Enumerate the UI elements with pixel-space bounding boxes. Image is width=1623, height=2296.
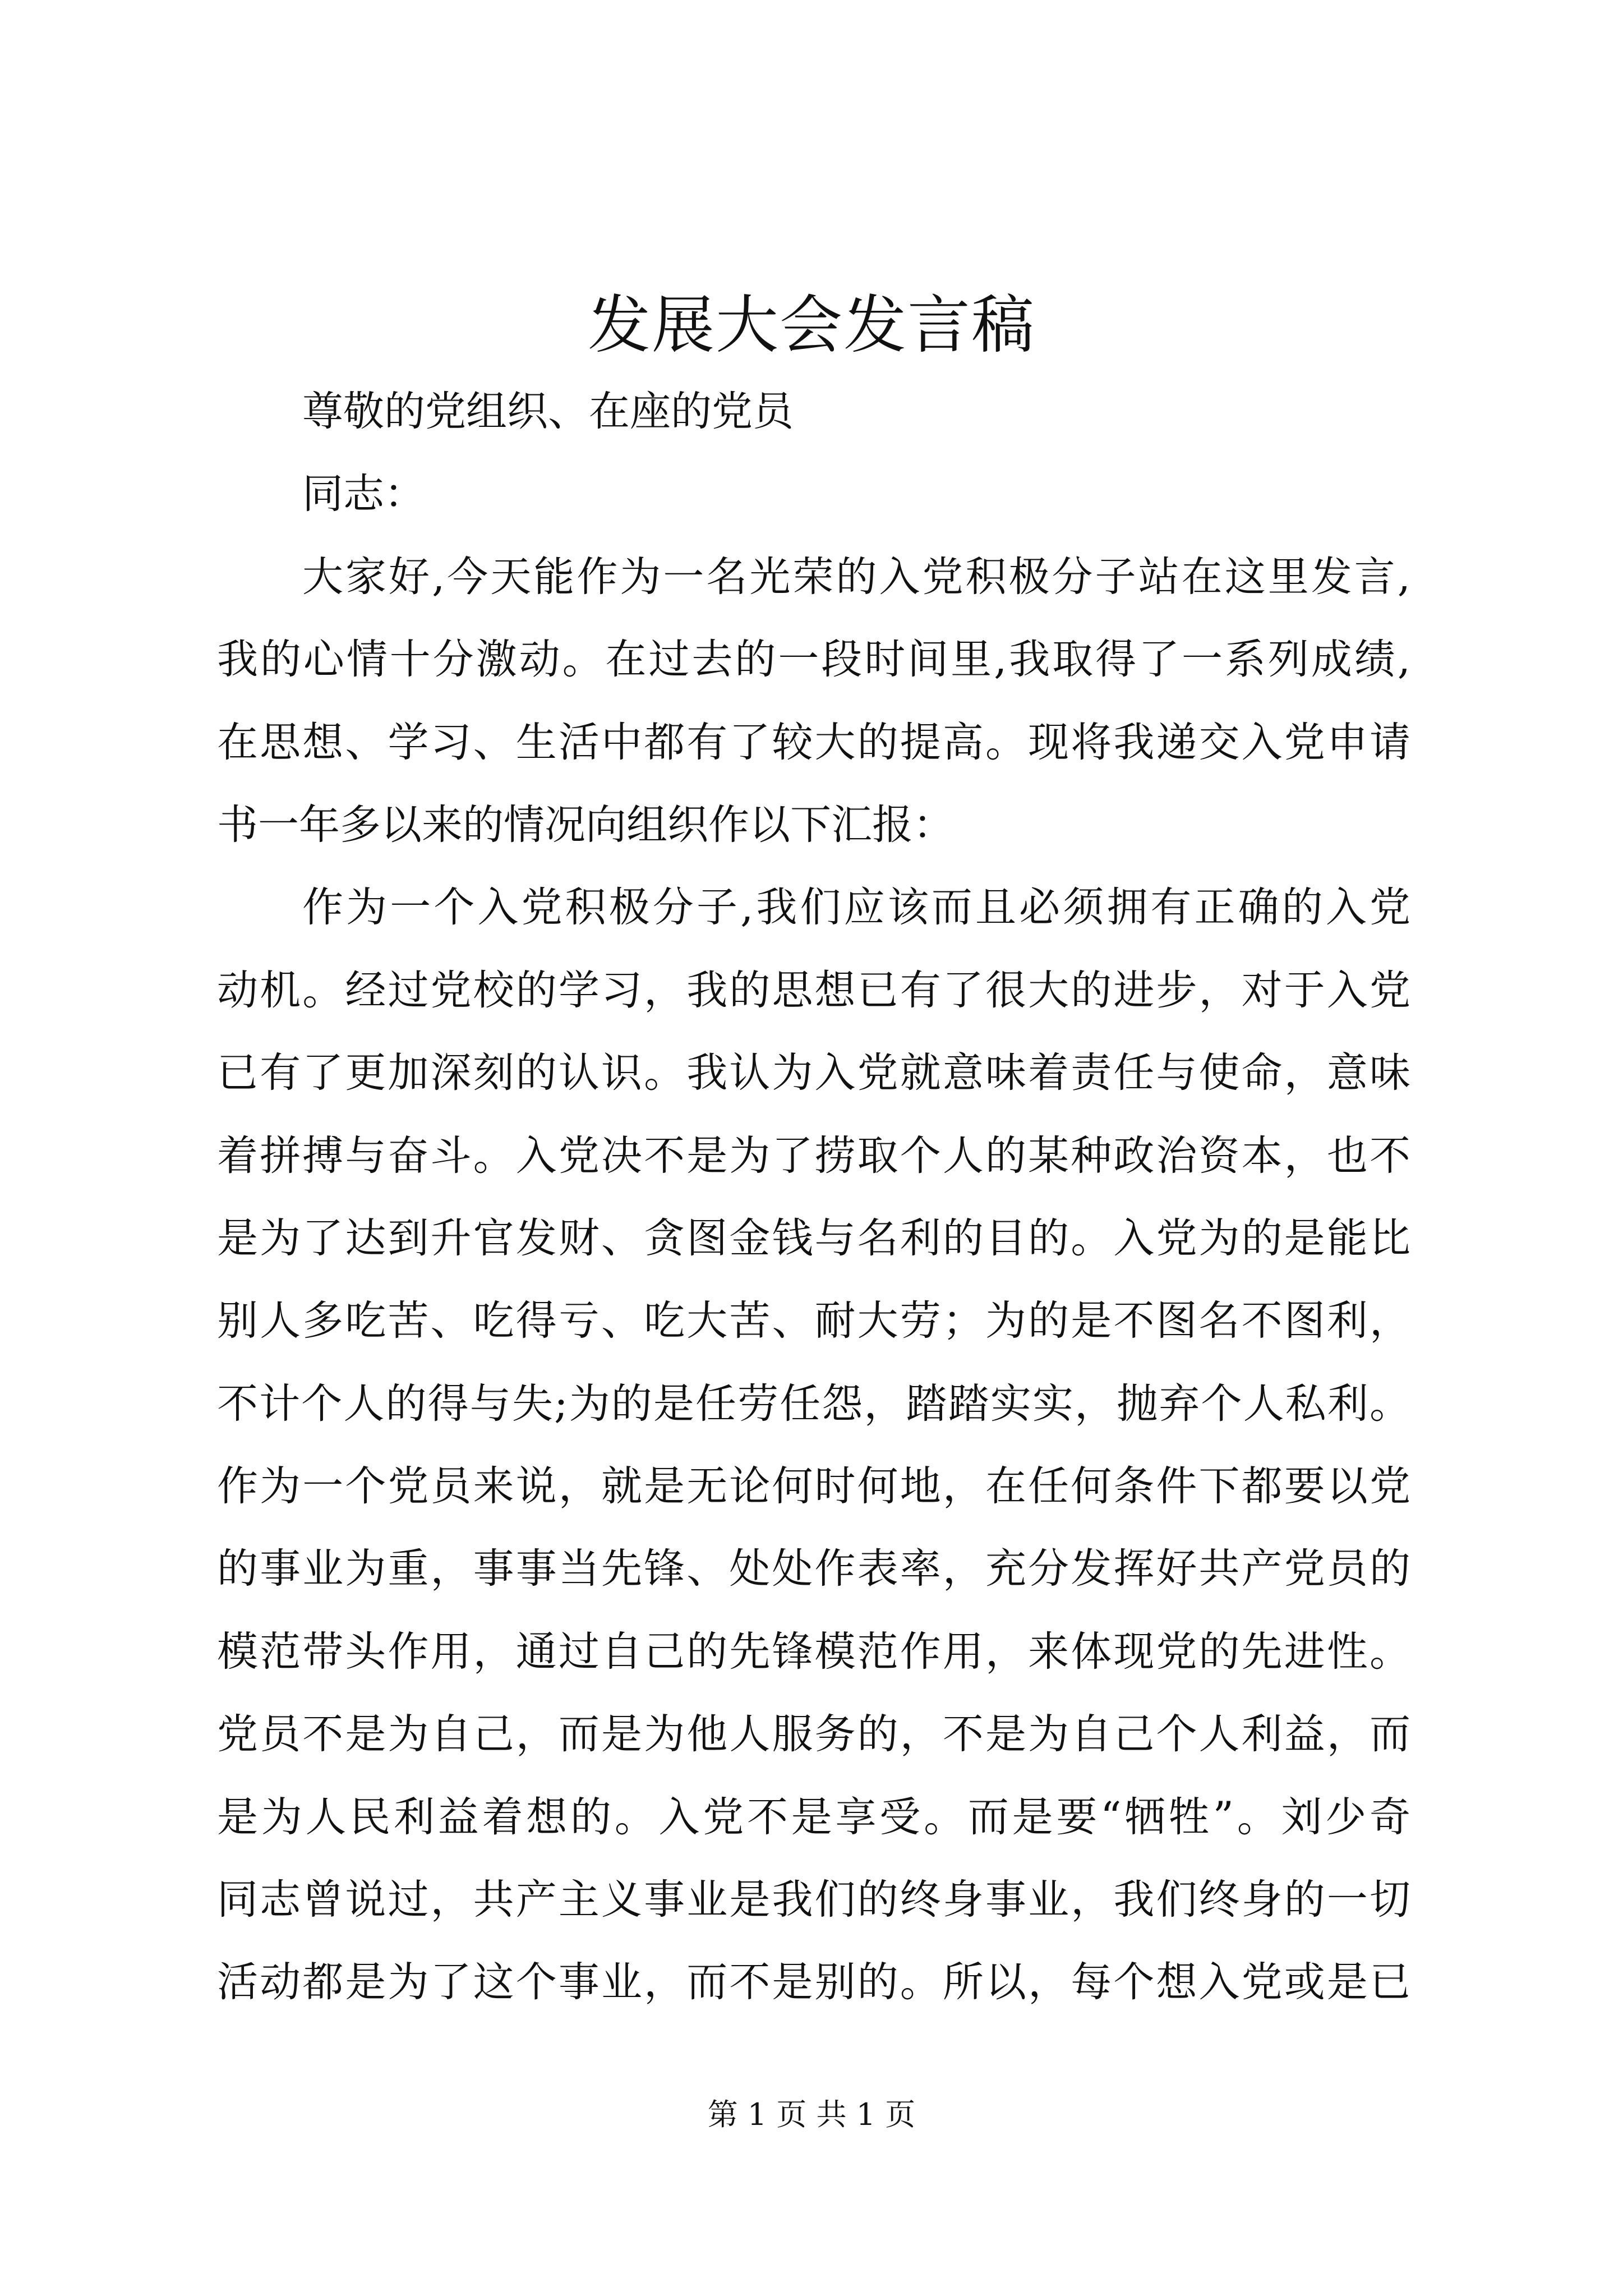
paragraph-line: 在思想、学习、生活中都有了较大的提高。现将我递交入党申请 xyxy=(217,718,1410,766)
paragraph-line: 是为了达到升官发财、贪图金钱与名利的目的。入党为的是能比 xyxy=(217,1214,1410,1262)
document-body xyxy=(217,370,1410,2024)
paragraph-line: 不计个人的得与失;为的是任劳任怨，踏踏实实，抛弃个人私利。 xyxy=(217,1379,1410,1428)
paragraph-line: 的事业为重，事事当先锋、处处作表率，充分发挥好共产党员的 xyxy=(217,1545,1410,1593)
document-title: 发展大会发言稿 xyxy=(588,289,1035,362)
paragraph-line: 我的心情十分激动。在过去的一段时间里,我取得了一系列成绩, xyxy=(217,636,1410,684)
paragraph-line: 已有了更加深刻的认识。我认为入党就意味着责任与使命，意味 xyxy=(217,1049,1410,1097)
paragraph-line: 作为一个党员来说，就是无论何时何地，在任何条件下都要以党 xyxy=(217,1462,1410,1511)
paragraph-line: 是为人民利益着想的。入党不是享受。而是要“牺牲”。刘少奇 xyxy=(217,1793,1410,1841)
paragraph-line: 同志曾说过，共产主义事业是我们的终身事业，我们终身的一切 xyxy=(217,1876,1410,1924)
page-number-footer: 第 1 页 共 1 页 xyxy=(707,2097,916,2132)
paragraph-line: 作为一个入党积极分子,我们应该而且必须拥有正确的入党 xyxy=(302,884,1410,932)
paragraph-line: 动机。经过党校的学习，我的思想已有了很大的进步，对于入党 xyxy=(217,966,1410,1014)
paragraph-line: 书一年多以来的情况向组织作以下汇报： xyxy=(217,800,954,849)
salutation-line: 尊敬的党组织、在座的党员 xyxy=(302,388,794,435)
paragraph-line: 模范带头作用，通过自己的先锋模范作用，来体现党的先进性。 xyxy=(217,1627,1410,1676)
paragraph-line: 党员不是为自己，而是为他人服务的，不是为自己个人利益，而 xyxy=(217,1710,1410,1759)
paragraph-line: 别人多吃苦、吃得亏、吃大苦、耐大劳；为的是不图名不图利， xyxy=(217,1297,1410,1345)
paragraph-line: 大家好,今天能作为一名光荣的入党积极分子站在这里发言, xyxy=(302,553,1410,601)
paragraph-line: 活动都是为了这个事业，而不是别的。所以，每个想入党或是已 xyxy=(217,1958,1410,2007)
salutation-line: 同志： xyxy=(302,470,425,518)
paragraph-line: 着拼搏与奋斗。入党决不是为了捞取个人的某种政治资本，也不 xyxy=(217,1131,1410,1180)
